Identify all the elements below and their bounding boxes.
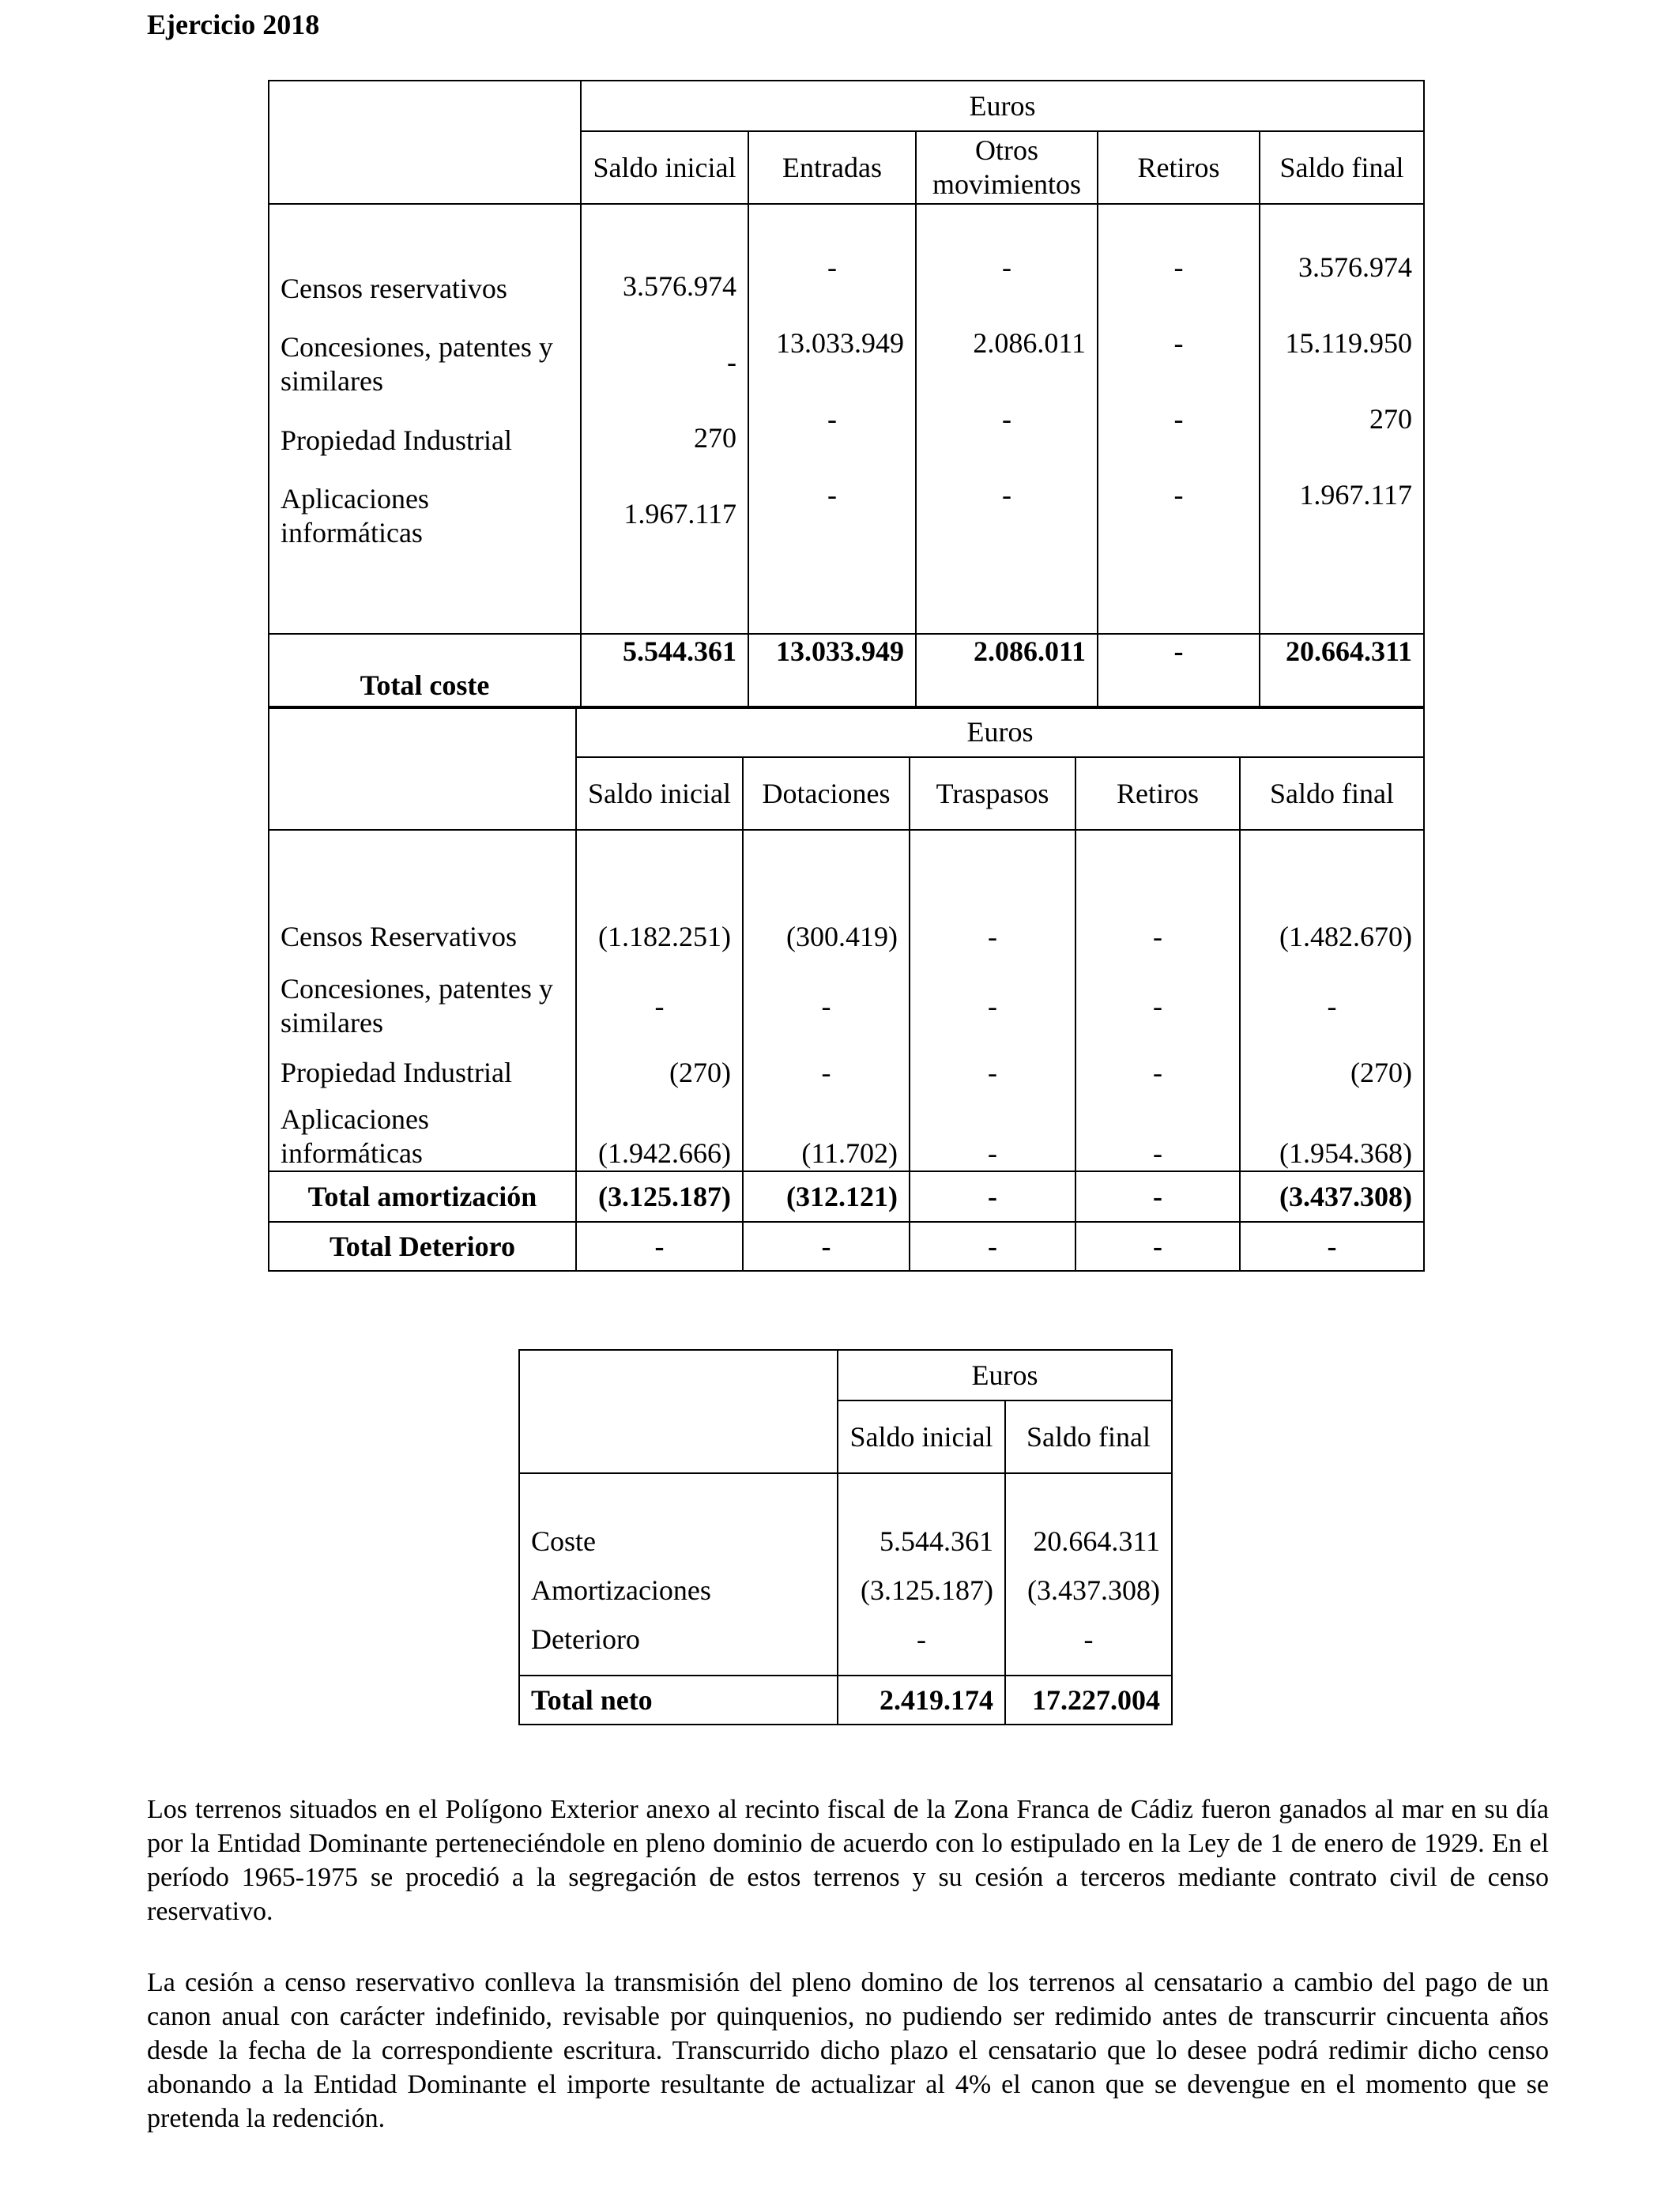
- row-label: Censos Reservativos: [281, 920, 517, 952]
- group-header: Euros: [838, 1350, 1172, 1400]
- total-cell: 20.664.311: [1260, 634, 1424, 708]
- header-blank: [519, 1350, 838, 1473]
- table-cell: (300.419): [786, 920, 898, 952]
- table-cell: -: [917, 1623, 926, 1655]
- table-body: [519, 1473, 1172, 1676]
- paragraph: Los terrenos situados en el Polígono Exterior anexo al recinto fiscal de la Zona Franca de Cádiz fueron ganados al mar en su día por la Entidad Dominante perteneciéndole en pleno dominio de acuerdo con lo estipulado en la Ley de 1 de enero de 1929. En el período 1965-1975 se procedió a la segregación de estos terrenos y su cesión a terceros mediante contrato civil de censo reservativo.: [147, 1795, 1549, 1926]
- table-cell: -: [827, 403, 837, 435]
- table-body: [269, 204, 1424, 634]
- total-cell: 2.086.011: [916, 634, 1098, 708]
- table-cell: -: [827, 251, 837, 283]
- row-label: Propiedad Industrial: [281, 424, 512, 456]
- column-header: Saldo inicial: [576, 757, 743, 830]
- total-label: Total neto: [519, 1676, 838, 1725]
- column-header: Retiros: [1075, 757, 1240, 830]
- table-cell: 1.967.117: [1299, 479, 1413, 511]
- table-cell: -: [1153, 1056, 1162, 1088]
- total-cell: -: [910, 1222, 1075, 1271]
- table-cell: 3.576.974: [1298, 251, 1413, 283]
- table-cell: -: [988, 990, 997, 1022]
- row-label: Deterioro: [531, 1623, 640, 1655]
- total-cell: -: [1075, 1171, 1240, 1222]
- column-header: Saldo final: [1260, 131, 1424, 204]
- table-cell: 1.967.117: [623, 498, 736, 530]
- column-header: Traspasos: [910, 757, 1075, 830]
- table-cell: -: [1153, 990, 1162, 1022]
- total-row: [269, 1222, 1424, 1271]
- table-cell: -: [1002, 403, 1011, 435]
- table-cell: -: [1002, 251, 1011, 283]
- total-cell: 17.227.004: [1005, 1676, 1172, 1725]
- row-label: Aplicaciones informáticas: [281, 1103, 429, 1169]
- cost-table: [268, 80, 1425, 709]
- amortization-table: [268, 706, 1425, 1272]
- table-cell: -: [821, 990, 831, 1022]
- table-cell: -: [727, 346, 736, 378]
- table-cell: 15.119.950: [1285, 327, 1413, 359]
- total-cell: (3.125.187): [576, 1171, 743, 1222]
- table-cell: (270): [669, 1056, 731, 1088]
- table-cell: (1.482.670): [1279, 920, 1413, 952]
- column-header: Retiros: [1098, 131, 1260, 204]
- table-cell: -: [988, 1056, 997, 1088]
- table-cell: -: [1153, 1137, 1162, 1169]
- total-cell: -: [1075, 1222, 1240, 1271]
- column-header: Saldo final: [1240, 757, 1424, 830]
- table-cell: (11.702): [801, 1137, 898, 1169]
- table-cell: 20.664.311: [1033, 1525, 1160, 1557]
- table-cell: -: [1173, 327, 1184, 359]
- table-cell: -: [1173, 479, 1184, 511]
- table-cell: -: [654, 990, 665, 1022]
- table-cell: -: [827, 479, 837, 511]
- table-cell: (1.942.666): [598, 1137, 731, 1169]
- total-row: [519, 1676, 1172, 1725]
- table-cell: 270: [1369, 403, 1413, 435]
- section-heading: Ejercicio 2018: [147, 9, 320, 40]
- table-cell: -: [1002, 479, 1011, 511]
- row-label: Amortizaciones: [531, 1574, 711, 1606]
- total-cell: -: [1240, 1222, 1424, 1271]
- table-cell: -: [1173, 403, 1184, 435]
- total-row: [269, 634, 1424, 708]
- table-cell: 13.033.949: [776, 327, 904, 359]
- total-label: Total amortización: [269, 1171, 576, 1222]
- table-cell: -: [988, 1137, 997, 1169]
- table-cell: -: [1327, 990, 1337, 1022]
- group-header: Euros: [576, 707, 1424, 757]
- header-blank: [269, 707, 576, 830]
- table-cell: (1.182.251): [598, 920, 731, 952]
- column-header: Dotaciones: [743, 757, 910, 830]
- column-header: Entradas: [748, 131, 916, 204]
- table-cell: (3.437.308): [1027, 1574, 1160, 1606]
- table-cell: -: [821, 1056, 831, 1088]
- table-cell: 2.086.011: [973, 327, 1086, 359]
- group-header: Euros: [581, 81, 1424, 131]
- row-label: Propiedad Industrial: [281, 1056, 512, 1088]
- table-cell: (270): [1350, 1056, 1413, 1088]
- column-header: Otros movimientos: [916, 131, 1098, 204]
- table-cell: -: [1173, 251, 1184, 283]
- table-cell: -: [988, 920, 997, 952]
- column-header: Saldo inicial: [581, 131, 748, 204]
- paragraph: La cesión a censo reservativo conlleva la transmisión del pleno domino de los terrenos al censatario a cambio del pago de un canon anual con carácter indefinido, revisable por quinquenios, no pudiendo ser redimido antes de transcurrir cincuenta años desde la fecha de la correspondiente escritura. Transcurrido dicho plazo el censatario que lo desee podrá redimir dicho censo abonando a la Entidad Dominante el importe resultante de actualizar al 4% el canon que se devengue en el momento que se pretenda la redención.: [147, 1968, 1549, 2133]
- total-label: Total Deterioro: [269, 1222, 576, 1271]
- total-cell: -: [576, 1222, 743, 1271]
- net-table: [518, 1349, 1173, 1725]
- table-cell: (1.954.368): [1279, 1137, 1413, 1169]
- table-cell: (3.125.187): [861, 1574, 993, 1606]
- row-label: Aplicaciones informáticas: [281, 483, 429, 548]
- total-cell: -: [743, 1222, 910, 1271]
- total-row: [269, 1171, 1424, 1222]
- total-cell: 5.544.361: [581, 634, 748, 708]
- total-label: Total coste: [269, 634, 581, 708]
- table-cell: -: [1083, 1623, 1094, 1655]
- header-blank: [269, 81, 581, 204]
- table-cell: 270: [694, 422, 736, 454]
- table-cell: -: [1153, 920, 1162, 952]
- total-cell: (312.121): [743, 1171, 910, 1222]
- column-header: Saldo inicial: [838, 1400, 1005, 1473]
- row-label: Concesiones, patentes y similares: [281, 973, 553, 1039]
- total-cell: -: [910, 1171, 1075, 1222]
- table-body: [269, 830, 1424, 1171]
- table-cell: 5.544.361: [880, 1525, 993, 1557]
- table-cell: 3.576.974: [623, 270, 736, 302]
- total-cell: (3.437.308): [1240, 1171, 1424, 1222]
- row-label: Concesiones, patentes y similares: [281, 331, 553, 397]
- total-cell: -: [1098, 634, 1260, 708]
- row-label: Censos reservativos: [281, 272, 507, 304]
- row-label: Coste: [531, 1525, 597, 1557]
- column-header: Saldo final: [1005, 1400, 1172, 1473]
- total-cell: 13.033.949: [748, 634, 916, 708]
- total-cell: 2.419.174: [838, 1676, 1005, 1725]
